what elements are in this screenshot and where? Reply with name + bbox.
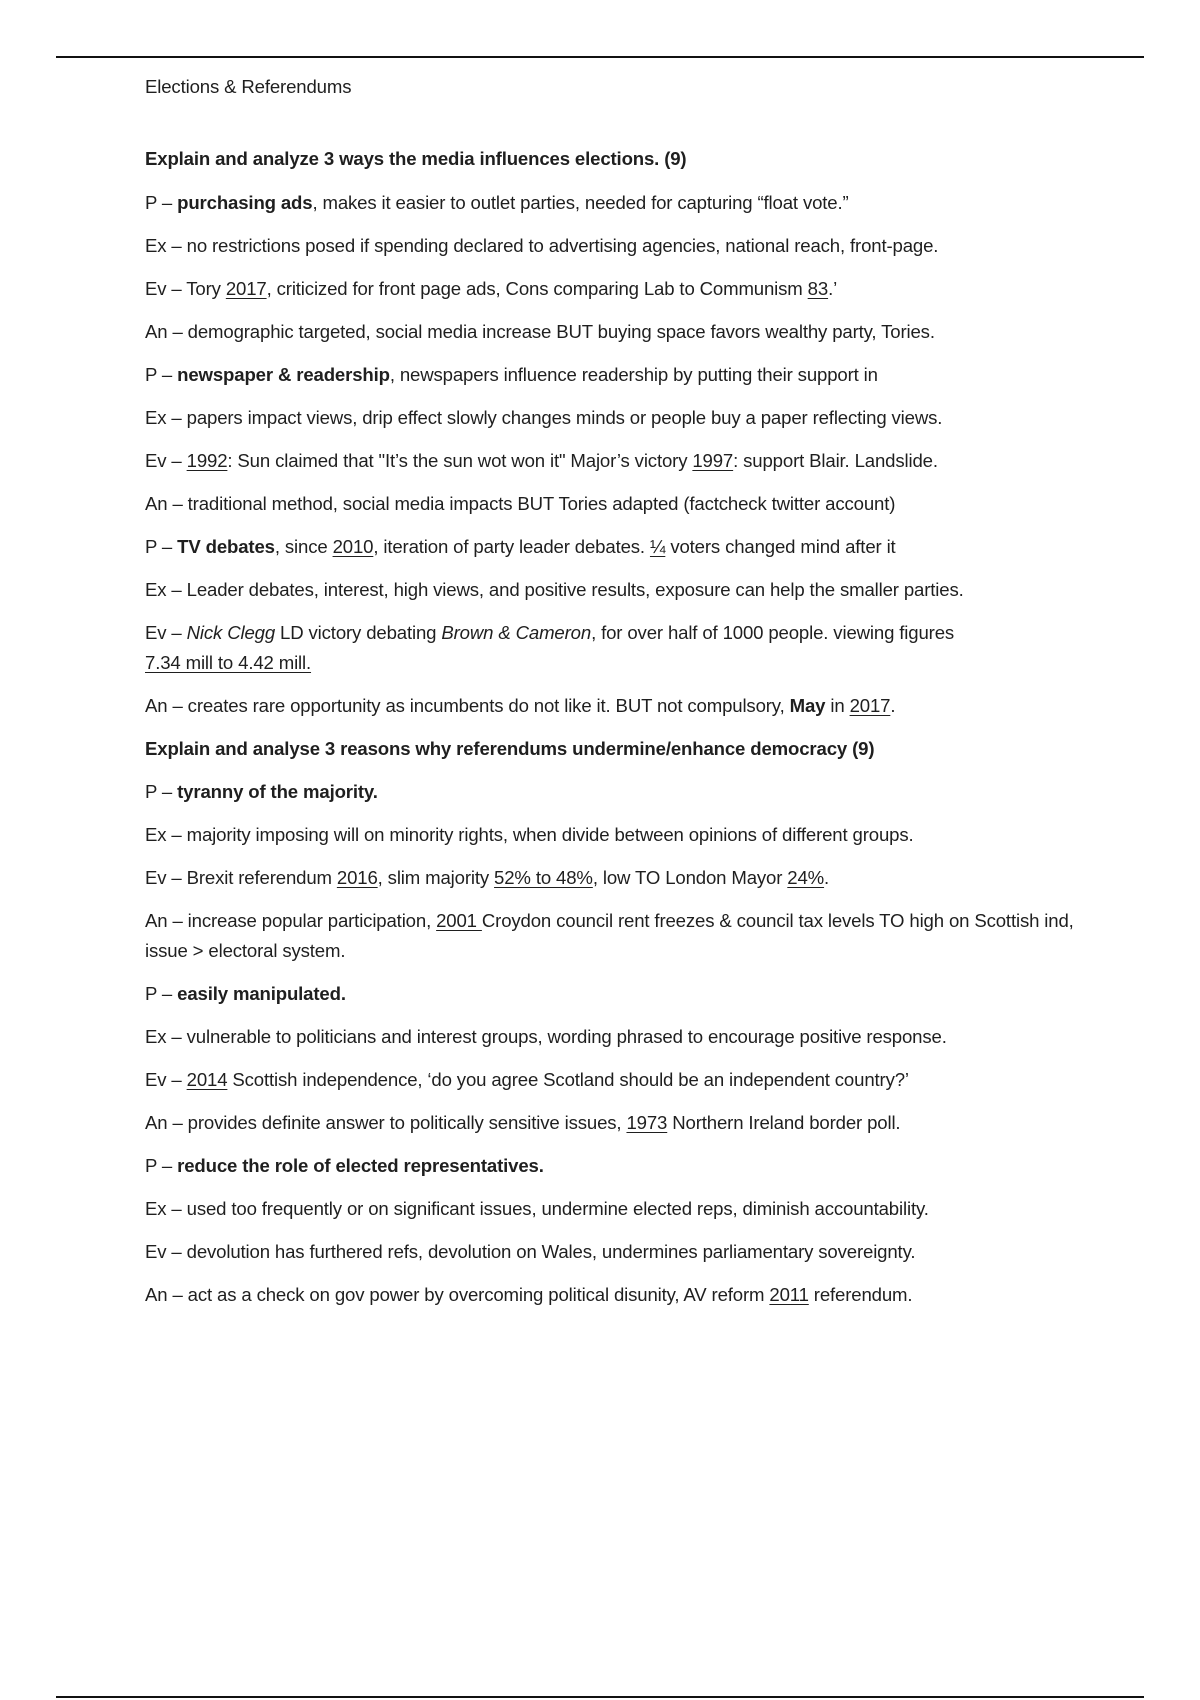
header-rule (56, 56, 1144, 58)
s2-p1-explanation: Ex – majority imposing will on minority rights, when divide between opinions of different groups. (145, 824, 914, 845)
section2-question: Explain and analyse 3 reasons why referendums undermine/enhance democracy (9) (145, 738, 875, 759)
s1-p2-evidence: Ev – 1992: Sun claimed that "It’s the sun wot won it" Major’s victory 1997: support Blair. Landslide. (145, 450, 938, 471)
s1-p3-explanation: Ex – Leader debates, interest, high views, and positive results, exposure can help the smaller parties. (145, 579, 964, 600)
s2-p2-evidence: Ev – 2014 Scottish independence, ‘do you agree Scotland should be an independent country?’ (145, 1069, 909, 1090)
section1-question: Explain and analyze 3 ways the media influences elections. (9) (145, 148, 687, 169)
s2-p3-explanation: Ex – used too frequently or on significant issues, undermine elected reps, diminish accountability. (145, 1198, 929, 1219)
s1-p2-explanation: Ex – papers impact views, drip effect slowly changes minds or people buy a paper reflecting views. (145, 407, 943, 428)
s2-p2-point: P – easily manipulated. (145, 983, 346, 1004)
s1-p3-analysis: An – creates rare opportunity as incumbents do not like it. BUT not compulsory, May in 2017. (145, 695, 896, 716)
s2-p2-analysis: An – provides definite answer to politically sensitive issues, 1973 Northern Ireland border poll. (145, 1112, 901, 1133)
s1-p1-point: P – purchasing ads, makes it easier to outlet parties, needed for capturing “float vote.” (145, 192, 849, 213)
s2-p2-explanation: Ex – vulnerable to politicians and interest groups, wording phrased to encourage positive response. (145, 1026, 947, 1047)
s1-p3-evidence: Ev – Nick Clegg LD victory debating Brown & Cameron, for over half of 1000 people. viewing figures 7.34 mill to 4.42 mill. (145, 622, 955, 673)
s2-p3-evidence: Ev – devolution has furthered refs, devolution on Wales, undermines parliamentary sovereignty. (145, 1241, 916, 1262)
s1-p1-evidence: Ev – Tory 2017, criticized for front page ads, Cons comparing Lab to Communism 83.’ (145, 278, 838, 299)
document-body (145, 74, 1075, 1305)
s2-p3-point: P – reduce the role of elected representatives. (145, 1155, 544, 1176)
s2-p1-point: P – tyranny of the majority. (145, 781, 378, 802)
s1-p2-point: P – newspaper & readership, newspapers influence readership by putting their support in (145, 364, 878, 385)
s1-p1-explanation: Ex – no restrictions posed if spending declared to advertising agencies, national reach, front-page. (145, 235, 939, 256)
document-header: Elections & Referendums (145, 76, 352, 97)
s1-p3-point: P – TV debates, since 2010, iteration of party leader debates. ¼ voters changed mind after it (145, 536, 896, 557)
s2-p3-analysis: An – act as a check on gov power by overcoming political disunity, AV reform 2011 referendum. (145, 1284, 913, 1305)
footer-rule (56, 1696, 1144, 1698)
s2-p1-analysis: An – increase popular participation, 2001 Croydon council rent freezes & council tax levels TO high on Scottish ind, issue > electoral system. (145, 910, 1074, 961)
s1-p1-analysis: An – demographic targeted, social media increase BUT buying space favors wealthy party, Tories. (145, 321, 935, 342)
s1-p2-analysis: An – traditional method, social media impacts BUT Tories adapted (factcheck twitter account) (145, 493, 896, 514)
s2-p1-evidence: Ev – Brexit referendum 2016, slim majority 52% to 48%, low TO London Mayor 24%. (145, 867, 830, 888)
